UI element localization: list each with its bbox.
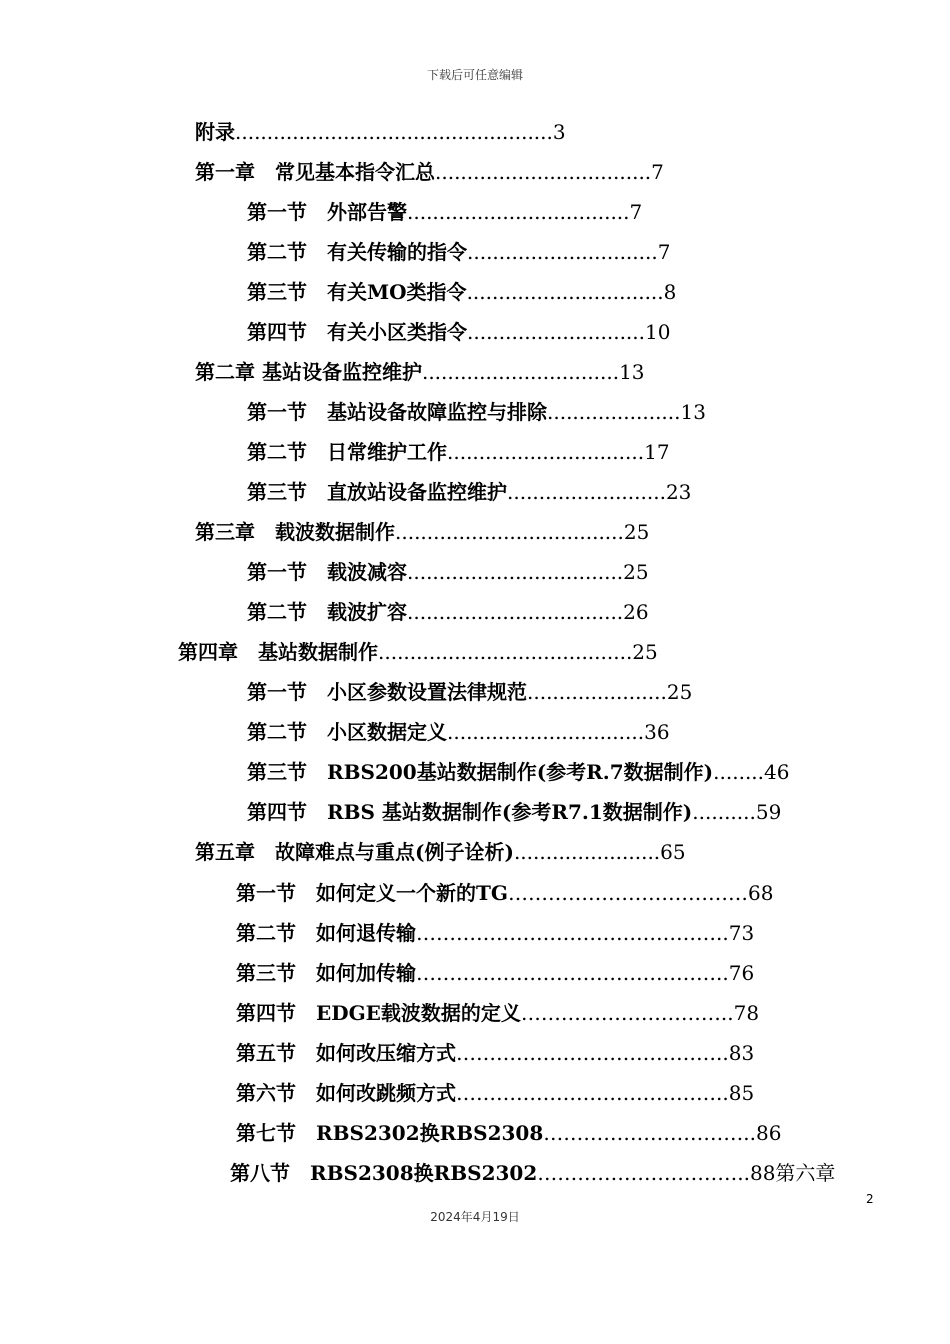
toc-entry-chapter-1[interactable] [195,157,875,187]
toc-entry-section[interactable] [236,1038,856,1068]
toc-entry-section[interactable] [247,277,875,307]
toc-dots: .................................. [435,160,652,184]
toc-page: 8 [663,280,677,304]
toc-entry-section[interactable] [247,317,875,347]
toc-entry-section[interactable] [230,1158,870,1188]
toc-title: 第六节 如何改跳频方式 [236,1081,456,1105]
toc-dots: ……………………………………….. [416,921,729,945]
toc-page: 78 [733,1001,760,1025]
toc-dots: ……………………………… [507,881,748,905]
toc-entry-section[interactable] [236,1078,856,1108]
toc-dots: .................................... [395,520,624,544]
toc-entry-section[interactable] [247,437,875,467]
toc-page: 10 [645,320,671,344]
toc-title: 第二节 有关传输的指令 [247,240,467,264]
toc-page: 59 [755,800,782,824]
toc-dots: .................................. [407,600,624,624]
toc-dots: ........................................ [378,640,633,664]
toc-entry-section[interactable] [247,477,875,507]
toc-dots: .................................. [407,560,624,584]
toc-entry-section[interactable] [247,557,875,587]
toc-page: 7 [657,240,671,264]
toc-title: 附录 [195,120,235,144]
toc-entry-section[interactable] [247,717,875,747]
toc-page: 36 [644,720,670,744]
toc-page: 73 [728,921,755,945]
toc-title: 第一节 外部告警 [247,200,407,224]
page-header: 下载后可任意编辑 [426,68,523,82]
toc-title: 第一节 如何定义一个新的TG [236,881,508,905]
toc-title: 第三节 直放站设备监控维护 [247,480,507,504]
toc-title: 第四节 RBS 基站数据制作(参考R7.1数据制作) [247,800,693,824]
toc-entry-chapter-5[interactable] [195,837,875,867]
toc-page: 13 [680,400,706,424]
toc-entry-section[interactable] [247,597,875,627]
toc-dots: ………………………….. [543,1121,756,1145]
toc-title: 第三节 如何加传输 [236,961,416,985]
toc-title: 第四节 有关小区类指令 [247,320,467,344]
toc-page: 25 [623,520,650,544]
toc-title: 第七节 RBS2302换RBS2308 [236,1121,544,1145]
toc-dots: ............................... [447,440,645,464]
toc-dots: ......................... [507,480,666,504]
toc-entry-section[interactable] [247,757,875,787]
toc-dots: ………………………………….. [456,1081,729,1105]
toc-title: 第一节 载波减容 [247,560,407,584]
toc-entry-chapter-2[interactable] [195,357,875,387]
toc-page: 17 [644,440,670,464]
toc-title: 第二节 日常维护工作 [247,440,447,464]
toc-dots: ………………………….. [520,1001,734,1025]
toc-page: 76 [728,961,755,985]
toc-page: 23 [665,480,692,504]
page-footer-date: 2024年4月19日 [430,1210,520,1224]
toc-title: 第一章 常见基本指令汇总 [195,160,435,184]
toc-dots: ...................... [527,680,667,704]
toc-title: 第一节 基站设备故障监控与排除 [247,400,547,424]
toc-entry-section[interactable] [247,677,875,707]
toc-title: 第五章 故障难点与重点(例子诠析) [195,840,514,864]
toc-dots: ................................... [407,200,630,224]
toc-page: 85 [728,1081,755,1105]
toc-dots: ………………………….. [537,1161,750,1185]
toc-entry-appendix[interactable] [195,117,875,147]
toc-title: 第三节 有关MO类指令 [247,280,467,304]
toc-page: 3 [552,120,566,144]
page-number: 2 [866,1192,874,1206]
toc-page: 83 [728,1041,755,1065]
toc-title: 第二章 基站设备监控维护 [195,360,422,384]
toc-entry-section[interactable] [236,1118,856,1148]
toc-title: 第二节 小区数据定义 [247,720,447,744]
toc-dots: .......... [692,800,756,824]
toc-page: 88第六章 [749,1161,836,1185]
toc-dots: ........ [713,760,765,784]
toc-page: 65 [660,840,686,864]
toc-entry-section[interactable] [247,237,875,267]
toc-dots: ............................... [466,280,664,304]
toc-dots: ..................... [547,400,681,424]
toc-entry-section[interactable] [236,958,856,988]
toc-page: 68 [747,881,774,905]
toc-page: 25 [632,640,658,664]
toc-entry-section[interactable] [236,918,856,948]
toc-dots: ............................... [421,360,620,384]
toc-dots: .................................................. [235,120,553,144]
toc-page: 46 [764,760,790,784]
toc-entry-section[interactable] [247,197,875,227]
toc-title: 第三节 RBS200基站数据制作(参考R.7数据制作) [247,760,714,784]
toc-title: 第三章 载波数据制作 [195,520,395,544]
toc-dots: ....................... [513,840,661,864]
toc-title: 第二节 载波扩容 [247,600,407,624]
toc-page: 25 [666,680,693,704]
toc-dots: ............................... [447,720,645,744]
toc-entry-chapter-4[interactable] [178,637,875,667]
toc-entry-section[interactable] [236,998,856,1028]
toc-dots: ……………………………………….. [416,961,729,985]
toc-title: 第五节 如何改压缩方式 [236,1041,456,1065]
toc-page: 13 [619,360,645,384]
toc-entry-section[interactable] [247,397,875,427]
toc-title: 第四章 基站数据制作 [178,640,378,664]
toc-title: 第一节 小区参数设置法律规范 [247,680,527,704]
toc-title: 第二节 如何退传输 [236,921,416,945]
toc-entry-section[interactable] [236,878,856,908]
toc-title: 第四节 EDGE载波数据的定义 [236,1001,521,1025]
toc-page: 7 [629,200,643,224]
toc-page: 7 [651,160,664,184]
toc-dots: ………………………………….. [456,1041,729,1065]
toc-entry-section[interactable] [247,797,875,827]
toc-dots: ............................ [467,320,646,344]
toc-entry-chapter-3[interactable] [195,517,875,547]
toc-page: 25 [623,560,649,584]
toc-dots: .............................. [467,240,658,264]
toc-title: 第八节 RBS2308换RBS2302 [230,1161,538,1185]
toc-page: 86 [755,1121,782,1145]
toc-page: 26 [623,600,649,624]
